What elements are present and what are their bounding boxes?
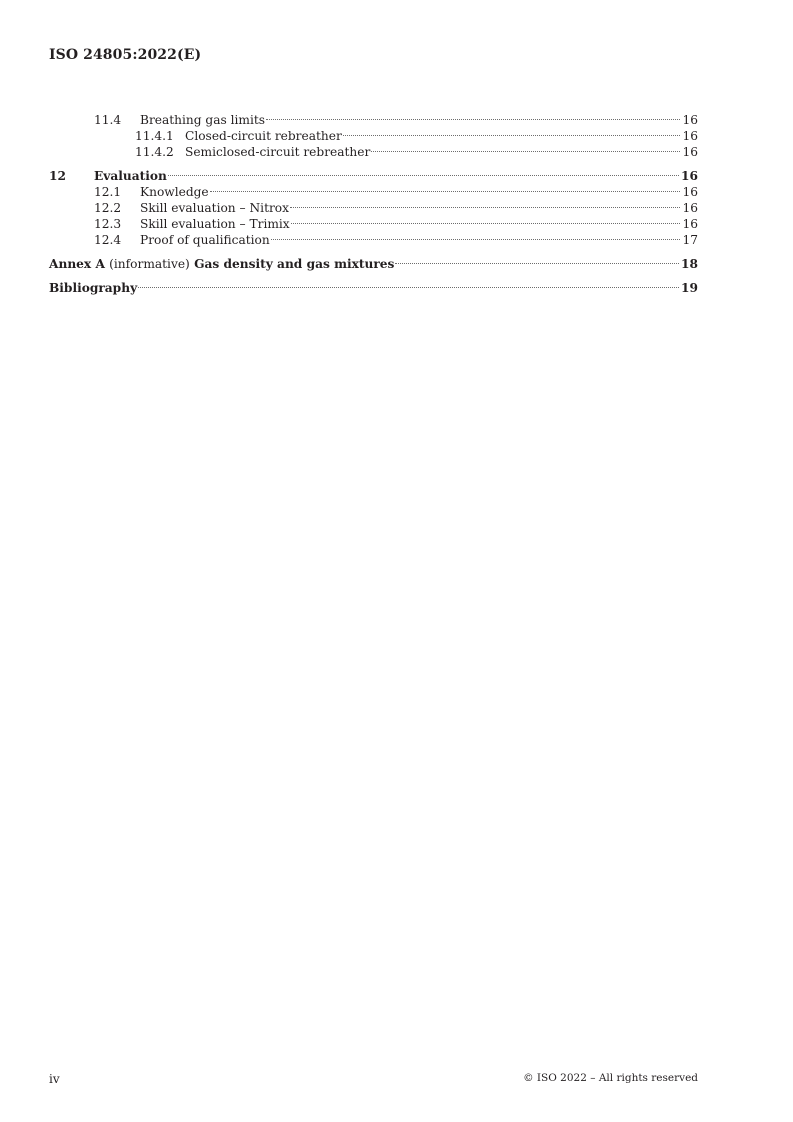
copyright-notice: © ISO 2022 – All rights reserved bbox=[523, 1072, 698, 1084]
toc-entry-12-2[interactable] bbox=[49, 200, 698, 216]
dot-leader bbox=[371, 151, 680, 152]
document-id-header: ISO 24805:2022(E) bbox=[49, 47, 202, 63]
annex-qualifier: (informative) bbox=[109, 257, 190, 271]
toc-entry-page: 16 bbox=[682, 217, 698, 231]
toc-entry-11-4-2[interactable] bbox=[49, 144, 698, 160]
page-footer bbox=[49, 1072, 698, 1086]
toc-entry-page: 16 bbox=[682, 185, 698, 199]
toc-entry-12[interactable] bbox=[49, 168, 698, 184]
annex-label: Annex A bbox=[49, 257, 105, 271]
toc-entry-number: 11.4.1 bbox=[135, 129, 174, 143]
dot-leader bbox=[395, 263, 679, 264]
toc-entry-12-3[interactable] bbox=[49, 216, 698, 232]
toc-entry-title: Skill evaluation – Trimix bbox=[140, 217, 290, 231]
toc-entry-title: Semiclosed-circuit rebreather bbox=[185, 145, 371, 159]
toc-entry-page: 16 bbox=[682, 113, 698, 127]
toc-entry-title: Evaluation bbox=[94, 169, 167, 183]
dot-leader bbox=[168, 175, 679, 176]
toc-entry-12-1[interactable] bbox=[49, 184, 698, 200]
toc-entry-page: 16 bbox=[682, 129, 698, 143]
toc-entry-number: 12.2 bbox=[94, 201, 122, 215]
toc-entry-number: 12.1 bbox=[94, 185, 122, 199]
toc-entry-page: 16 bbox=[681, 169, 698, 183]
dot-leader bbox=[266, 119, 680, 120]
toc-entry-11-4[interactable] bbox=[49, 112, 698, 128]
dot-leader bbox=[290, 207, 680, 208]
toc-entry-page: 18 bbox=[681, 257, 698, 271]
toc-entry-page: 16 bbox=[682, 145, 698, 159]
toc-entry-11-4-1[interactable] bbox=[49, 128, 698, 144]
dot-leader bbox=[291, 223, 681, 224]
dot-leader bbox=[271, 239, 681, 240]
dot-leader bbox=[343, 135, 681, 136]
dot-leader bbox=[138, 287, 679, 288]
table-of-contents bbox=[49, 112, 698, 296]
toc-entry-number: 12.3 bbox=[94, 217, 122, 231]
toc-entry-title: Proof of qualification bbox=[140, 233, 270, 247]
toc-entry-annex-a[interactable] bbox=[49, 256, 698, 272]
toc-entry-page: 17 bbox=[682, 233, 698, 247]
toc-entry-title: Breathing gas limits bbox=[140, 113, 266, 127]
toc-entry-title: Skill evaluation – Nitrox bbox=[140, 201, 289, 215]
toc-entry-number: 11.4 bbox=[94, 113, 122, 127]
toc-entry-12-4[interactable] bbox=[49, 232, 698, 248]
toc-entry-title: Bibliography bbox=[49, 281, 138, 295]
toc-entry-title: Closed-circuit rebreather bbox=[185, 129, 342, 143]
page-number: iv bbox=[49, 1072, 60, 1086]
toc-entry-bibliography[interactable] bbox=[49, 280, 698, 296]
annex-title: Gas density and gas mixtures bbox=[194, 257, 395, 271]
toc-entry-number: 11.4.2 bbox=[135, 145, 174, 159]
toc-entry-title bbox=[49, 256, 394, 272]
toc-entry-number: 12.4 bbox=[94, 233, 122, 247]
toc-entry-number: 12 bbox=[49, 169, 66, 183]
toc-entry-title: Knowledge bbox=[140, 185, 209, 199]
toc-entry-page: 19 bbox=[681, 281, 698, 295]
toc-entry-page: 16 bbox=[682, 201, 698, 215]
dot-leader bbox=[210, 191, 681, 192]
